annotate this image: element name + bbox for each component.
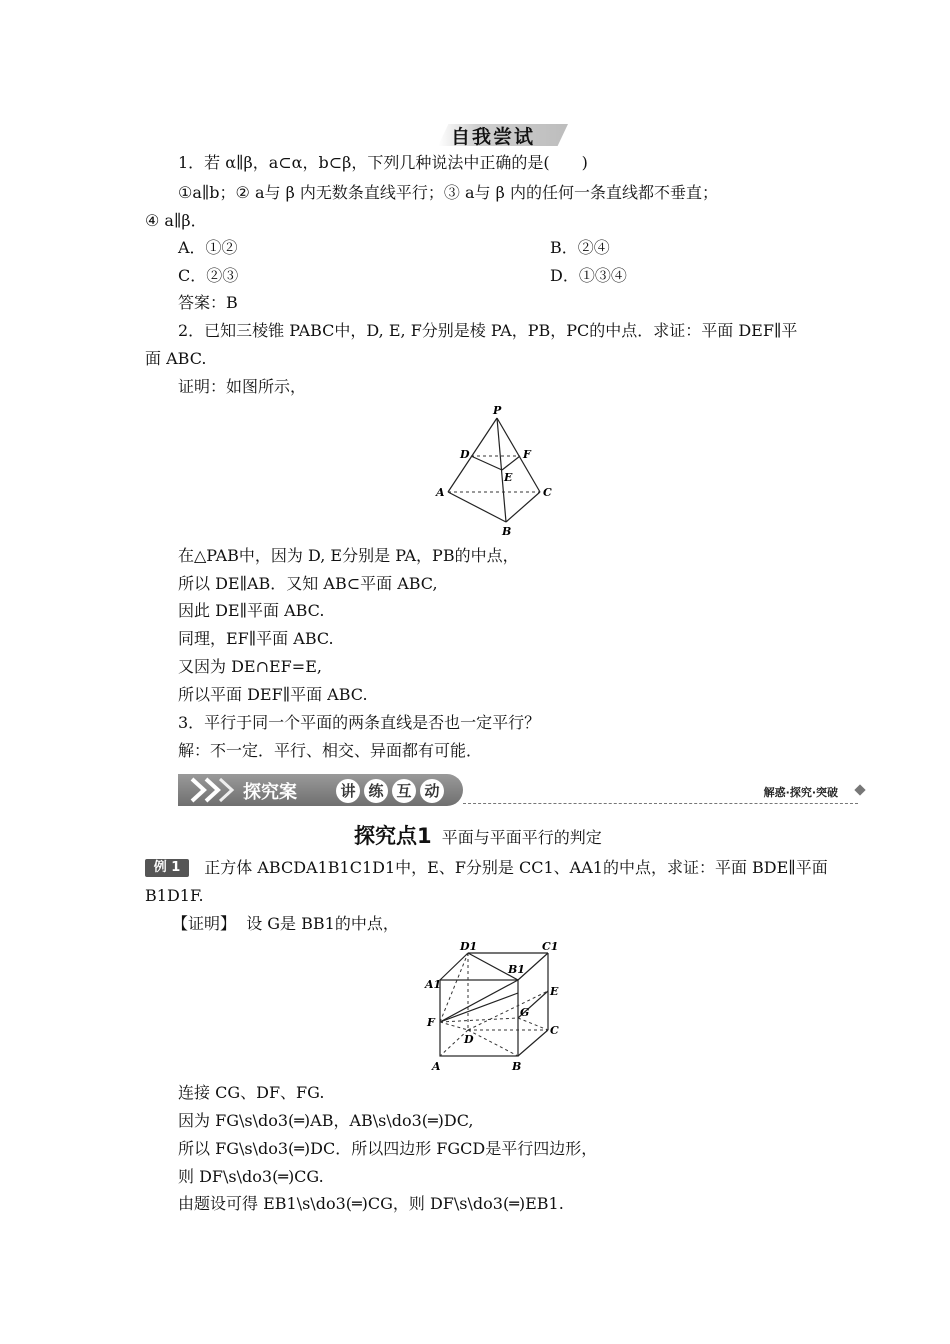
label-p: P [493, 404, 502, 417]
label-c1: C1 [542, 940, 559, 953]
label-c: C [543, 486, 552, 499]
example1-stem-row [145, 857, 828, 879]
q2-proof-intro: 证明：如图所示， [178, 377, 307, 396]
q2-stem-line2: 面 ABC. [145, 349, 207, 368]
section-banner-char-3: 互 [392, 779, 416, 803]
q3-answer: 解：不一定．平行、相交、异面都有可能． [178, 741, 483, 760]
label-b1: B1 [508, 963, 525, 976]
label-a1: A1 [425, 978, 442, 991]
proof-label: 【证明】 [172, 914, 237, 933]
explore-point-title [354, 820, 602, 850]
q2-proof-line-4: 同理，EF∥平面 ABC. [178, 629, 334, 648]
label-d: D [460, 448, 470, 461]
q2-proof-line-2: 所以 DE∥AB．又知 AB⊂平面 ABC, [178, 574, 438, 593]
label-c: C [550, 1024, 559, 1037]
label-e: E [550, 985, 559, 998]
q1-statements-line2: ④ a∥β． [145, 211, 207, 230]
explore-point-heading: 探究点 [354, 824, 417, 848]
explore-point-subtitle: 平面与平面平行的判定 [441, 828, 602, 847]
cube-figure [420, 938, 570, 1078]
self-try-title: 自我尝试 [450, 126, 535, 148]
example1-stem-line1: 正方体 ABCDA1B1C1D1中，E、F分别是 CC1、AA1的中点，求证：平面 BDE∥平面 [204, 858, 828, 877]
q2-proof-line-1: 在△PAB中，因为 D, E分别是 PA，PB的中点， [178, 546, 519, 565]
example1-proof-line-5: 由题设可得 EB1\s\do3(═)CG，则 DF\s\do3(═)EB1. [178, 1194, 564, 1213]
self-try-header [418, 120, 568, 150]
section-banner-char-1: 讲 [336, 779, 360, 803]
q1-option-a: A．①② [178, 238, 238, 257]
label-f: F [427, 1016, 435, 1029]
label-d1: D1 [460, 940, 478, 953]
section-banner-char-4: 动 [420, 779, 444, 803]
q1-answer: 答案：B [178, 293, 238, 312]
label-f: F [523, 448, 531, 461]
label-b: B [502, 525, 512, 538]
q1-option-b: B．②④ [550, 238, 610, 257]
example1-proof-line-3: 所以 FG\s\do3(═)DC．所以四边形 FGCD是平行四边形， [178, 1139, 598, 1158]
q2-proof-line-6: 所以平面 DEF∥平面 ABC. [178, 685, 368, 704]
q2-proof-line-5: 又因为 DE∩EF=E, [178, 657, 322, 676]
q1-option-c: C．②③ [178, 266, 239, 285]
label-a: A [436, 486, 445, 499]
example1-proof-line-2: 因为 FG\s\do3(═)AB，AB\s\do3(═)DC, [178, 1111, 474, 1130]
label-d: D [464, 1033, 474, 1046]
section-banner-rule [463, 803, 858, 804]
section-banner [178, 774, 868, 808]
q1-option-d: D．①③④ [550, 266, 627, 285]
label-g: G [520, 1006, 530, 1019]
example1-stem-line2: B1D1F. [145, 886, 204, 905]
chevron-arrows-icon [188, 777, 238, 803]
diamond-icon [854, 784, 865, 795]
example1-proof-line-1: 连接 CG、DF、FG. [178, 1083, 325, 1102]
tetrahedron-figure [430, 400, 560, 540]
section-banner-title: 探究案 [243, 782, 297, 803]
q2-stem-line1: 2．已知三棱锥 PABC中，D, E, F分别是棱 PA，PB，PC的中点．求证：平面 DEF∥平 [178, 321, 798, 340]
label-e: E [504, 471, 513, 484]
example-badge: 例 1 [145, 859, 189, 877]
label-a: A [432, 1060, 441, 1073]
section-banner-tagline: 解惑·探究·突破 [763, 786, 838, 799]
label-b: B [512, 1060, 522, 1073]
example1-proof-start-row [172, 913, 399, 935]
q1-statements-line1: ①a∥b；② a与 β 内无数条直线平行；③ a与 β 内的任何一条直线都不垂直； [178, 183, 718, 202]
example1-proof-line-4: 则 DF\s\do3(═)CG. [178, 1167, 324, 1186]
example1-proof-start: 设 G是 BB1的中点， [246, 914, 399, 933]
q2-proof-line-3: 因此 DE∥平面 ABC. [178, 601, 325, 620]
section-banner-char-2: 练 [364, 779, 388, 803]
q1-stem: 1．若 α∥β，a⊂α，b⊂β，下列几种说法中正确的是( ) [178, 153, 588, 172]
q3-stem: 3．平行于同一个平面的两条直线是否也一定平行？ [178, 713, 541, 732]
explore-point-number: 1 [417, 824, 432, 848]
